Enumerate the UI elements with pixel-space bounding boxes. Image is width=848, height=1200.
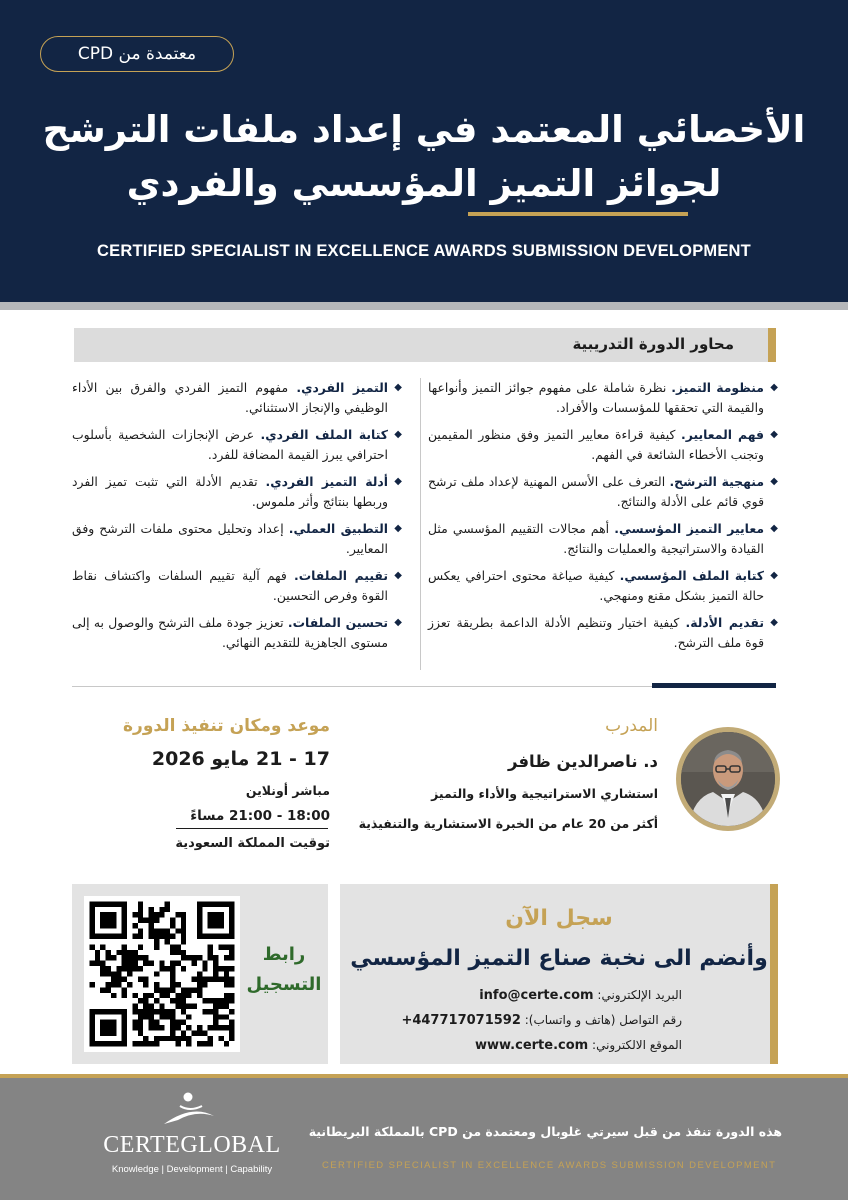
- course-axes-heading-bar: [74, 328, 776, 362]
- axis-item-text: كيفية صياغة محتوى احترافي يعكس حالة التميز بشكل مقنع ومنهجي.: [428, 568, 764, 603]
- header-banner: [0, 0, 848, 302]
- diamond-bullet-icon: ◆: [770, 617, 778, 628]
- axis-item-text: تعزيز جودة ملف الترشح والوصول به إلى مستوى الجاهزية للتقديم النهائي.: [72, 615, 388, 650]
- axis-item: [72, 566, 402, 606]
- axis-item-key: تحسين الملفات.: [287, 615, 388, 630]
- course-title-english: CERTIFIED SPECIALIST IN EXCELLENCE AWARDS SUBMISSION DEVELOPMENT: [97, 242, 751, 260]
- email-link[interactable]: info@certe.com: [479, 988, 594, 1003]
- website-link[interactable]: www.certe.com: [474, 1038, 589, 1053]
- logo-wordmark: CERTEGLOBAL: [103, 1132, 281, 1158]
- axis-item-text: كيفية قراءة معايير التميز وفق منظور المقيمين وتجنب الأخطاء الشائعة في الفهم.: [428, 427, 764, 462]
- schedule-time: 18:00 - 21:00 مساءً: [190, 808, 330, 824]
- register-now-heading: سجل الآن: [505, 906, 613, 931]
- trainer-portrait: [681, 732, 775, 826]
- diamond-bullet-icon: ◆: [770, 570, 778, 581]
- heading-accent: [768, 328, 776, 362]
- trainer-name: د. ناصرالدين ظافر: [507, 752, 658, 771]
- axis-item-text: نظرة شاملة على مفهوم جوائز التميز وأنواعها والقيمة التي تحققها للمؤسسات والأفراد.: [428, 380, 764, 415]
- phone-number[interactable]: +447717071592: [401, 1013, 521, 1028]
- join-elite-heading: وأنضم الى نخبة صناع التميز المؤسسي: [350, 946, 768, 971]
- course-title-line2: لجوائز التميز المؤسسي والفردي: [126, 162, 722, 205]
- axis-item: [72, 378, 402, 418]
- registration-link-line2: التسجيل: [246, 974, 322, 995]
- axis-item: [72, 472, 402, 512]
- schedule-date: 17 - 21 مايو 2026: [151, 748, 330, 770]
- axis-item: [428, 519, 778, 559]
- axis-item-key: منهجية الترشح.: [669, 474, 764, 489]
- axis-item: [428, 425, 778, 465]
- axis-item-key: التطبيق العملي.: [288, 521, 388, 536]
- course-title-line1: الأخصائي المعتمد في إعداد ملفات الترشح: [42, 108, 806, 151]
- schedule-mode: مباشر أونلاين: [245, 783, 330, 798]
- axis-item-key: أدلة التميز الفردي.: [265, 474, 388, 489]
- axis-item-text: تقديم الأدلة التي تثبت تميز الفرد وربطها بنتائج وأثر ملموس.: [72, 474, 388, 509]
- section-separator: [72, 686, 652, 687]
- axis-item-text: التعرف على الأسس المهنية لإعداد ملف ترشح قوي قائم على الأدلة والنتائج.: [428, 474, 764, 509]
- logo-swoosh-icon: [92, 1088, 292, 1134]
- diamond-bullet-icon: ◆: [770, 476, 778, 487]
- diamond-bullet-icon: ◆: [394, 382, 402, 393]
- phone-label: رقم التواصل (هاتف و واتساب):: [524, 1013, 682, 1027]
- title-underline-accent: [468, 212, 688, 216]
- header-bottom-band: [0, 302, 848, 310]
- section-separator-accent: [652, 683, 776, 688]
- cpd-accreditation-badge: معتمدة من CPD: [40, 36, 234, 72]
- registration-link-line1: رابط: [262, 944, 306, 965]
- axes-column-left: [72, 378, 402, 660]
- trainer-experience: أكثر من 20 عام من الخبرة الاستشارية والتنفيذية: [358, 816, 658, 831]
- person-portrait-icon: [681, 732, 775, 826]
- column-divider: [420, 378, 421, 670]
- axis-item-text: أهم مجالات التقييم المؤسسي مثل القيادة والاستراتيجية والعمليات والنتائج.: [428, 521, 764, 556]
- axis-item: [72, 425, 402, 465]
- axis-item-text: إعداد وتحليل محتوى ملفات الترشح وفق المعايير.: [72, 521, 388, 556]
- axis-item-key: فهم المعايير.: [681, 427, 764, 442]
- axis-item-text: فهم آلية تقييم السلفات واكتشاف نقاط القوة وفرص التحسين.: [72, 568, 388, 603]
- logo-tagline: Knowledge | Development | Capability: [111, 1164, 273, 1175]
- trainer-label: المدرب: [605, 716, 658, 736]
- diamond-bullet-icon: ◆: [770, 382, 778, 393]
- diamond-bullet-icon: ◆: [394, 570, 402, 581]
- trainer-title: استشاري الاستراتيجية والأداء والتميز: [431, 786, 658, 801]
- axis-item-key: التميز الفردي.: [296, 380, 388, 395]
- contact-phone: [401, 1013, 682, 1028]
- axis-item-key: منظومة التميز.: [671, 380, 764, 395]
- axis-item: [72, 613, 402, 653]
- qr-code-icon: [84, 896, 240, 1052]
- axis-item: [72, 519, 402, 559]
- schedule-timezone: توقيت المملكة السعودية: [175, 836, 330, 851]
- axes-column-right: [428, 378, 778, 660]
- trainer-photo: [676, 727, 780, 831]
- contact-website: [475, 1038, 682, 1053]
- registration-link-label[interactable]: [244, 940, 324, 1000]
- contact-email: [479, 988, 682, 1003]
- axis-item-key: تقديم الأدلة.: [685, 615, 764, 630]
- footer: [0, 1078, 848, 1200]
- axis-item-text: كيفية اختيار وتنظيم الأدلة الداعمة بطريقة تعزز قوة ملف الترشح.: [428, 615, 764, 650]
- diamond-bullet-icon: ◆: [770, 429, 778, 440]
- axis-item: [428, 613, 778, 653]
- axis-item: [428, 566, 778, 606]
- axis-item-key: معايير التميز المؤسسي.: [614, 521, 765, 536]
- axis-item-key: كتابة الملف المؤسسي.: [619, 568, 764, 583]
- axis-item-key: كتابة الملف الفردي.: [260, 427, 388, 442]
- diamond-bullet-icon: ◆: [394, 617, 402, 628]
- schedule-time-underline: [176, 828, 328, 829]
- register-panel: [340, 884, 778, 1064]
- diamond-bullet-icon: ◆: [394, 523, 402, 534]
- course-axes-title: محاور الدورة التدريبية: [572, 335, 734, 353]
- diamond-bullet-icon: ◆: [770, 523, 778, 534]
- diamond-bullet-icon: ◆: [394, 476, 402, 487]
- schedule-title: موعد ومكان تنفيذ الدورة: [123, 716, 330, 736]
- certeglobal-logo: [92, 1088, 292, 1188]
- axis-item-text: عرض الإنجازات الشخصية بأسلوب احترافي يبرز القيمة المضافة للفرد.: [72, 427, 388, 462]
- website-label: الموقع الالكتروني:: [592, 1038, 682, 1052]
- footer-course-title: CERTIFIED SPECIALIST IN EXCELLENCE AWARDS SUBMISSION DEVELOPMENT: [322, 1160, 777, 1171]
- axis-item: [428, 378, 778, 418]
- registration-qr-code[interactable]: [84, 896, 240, 1052]
- footer-statement: هذه الدورة تنفذ من قبل سيرتي غلوبال ومعتمدة من CPD بالمملكة البريطانية: [308, 1124, 782, 1139]
- axis-item: [428, 472, 778, 512]
- axis-item-key: تقييم الملفات.: [294, 568, 388, 583]
- email-label: البريد الإلكتروني:: [597, 988, 682, 1002]
- diamond-bullet-icon: ◆: [394, 429, 402, 440]
- axis-item-text: مفهوم التميز الفردي والفرق بين الأداء الوظيفي والإنجاز الاستثنائي.: [72, 380, 388, 415]
